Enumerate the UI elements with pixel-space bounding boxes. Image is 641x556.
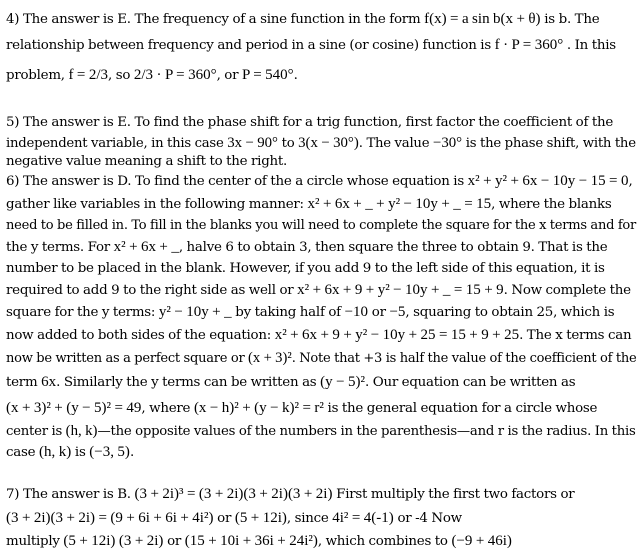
- q6-line-11: [6, 397, 636, 420]
- x-term: 6x: [41, 374, 57, 390]
- q7-text: multiply: [6, 534, 64, 549]
- q5-text: is the phase shift, with the: [462, 136, 636, 151]
- q6-text: . Similarly the y terms can be written as: [56, 375, 321, 390]
- q6-line-13: [6, 441, 636, 464]
- q6-line-9: [6, 347, 637, 370]
- q7-text: or -4 Now: [393, 511, 462, 526]
- q6-line-6: [6, 279, 636, 302]
- q6-text: case: [6, 445, 39, 460]
- q4-line-1: [6, 8, 636, 31]
- q4-text: , or: [216, 68, 242, 83]
- center-hk: (h, k): [39, 444, 72, 460]
- q6-text: ,: [628, 174, 633, 189]
- completed-equation: x² + 6x + 9 + y² − 10y + 25 = 15 + 9 + 25: [274, 327, 520, 343]
- q6-line-3: [6, 215, 636, 237]
- sine-function-form: f(x) = a sin b(x + θ): [424, 11, 541, 27]
- q4-text: relationship between frequency and period in a sine (or cosine) function is: [6, 38, 495, 53]
- q6-line-4: [6, 236, 636, 259]
- q6-text: . Note that +3 is half the value of the coefficient of the: [291, 351, 637, 366]
- second-product-expanded: (15 + 10i + 36i + 24i²): [184, 533, 318, 549]
- center-value: (−3, 5): [89, 444, 130, 460]
- q5-text: . The value: [358, 136, 433, 151]
- q4-text: , so: [108, 68, 134, 83]
- y-terms-expression: y² − 10y + _: [158, 304, 232, 320]
- equation-with-9: x² + 6x + 9 + y² − 10y + _ = 15 + 9: [297, 282, 504, 298]
- center-hk: (h, k): [65, 423, 98, 439]
- q6-text: or: [368, 305, 390, 320]
- q6-text: . The x terms can: [519, 328, 632, 343]
- q4-text: .: [293, 68, 298, 83]
- q6-line-5: [6, 258, 636, 280]
- phase-shift-value: −30°: [432, 135, 463, 151]
- q6-text: term: [6, 375, 42, 390]
- argument-expression: 3x − 90°: [227, 135, 278, 151]
- first-product-result: (5 + 12i): [234, 510, 287, 526]
- q5-line-1: [6, 112, 636, 134]
- q7-text: or: [213, 511, 235, 526]
- q7-text: , since: [286, 511, 333, 526]
- frequency-period-relation: f · P = 360°: [494, 37, 564, 53]
- q6-text: , halve 6 to obtain 3, then square the three to obtain 9. That is the: [178, 240, 608, 255]
- q4-text: is b. The: [540, 12, 600, 27]
- q6-text: . Our equation can be written as: [365, 375, 576, 390]
- q6-text: need to be filled in. To fill in the blanks you will need to complete the square for the x terms and for: [6, 218, 636, 233]
- q5-text: to: [277, 136, 299, 151]
- q6-line-12: [6, 420, 636, 443]
- q5-text: independent variable, in this case: [6, 136, 228, 151]
- q6-text: the y terms. For: [6, 240, 114, 255]
- x-terms-expression: x² + 6x + _: [113, 239, 179, 255]
- q6-text: required to add 9 to the right side as well or: [6, 283, 298, 298]
- q6-text: 6) The answer is D. To find the center of the a circle whose equation is: [6, 174, 468, 189]
- final-result: (−9 + 46i): [451, 533, 512, 549]
- circle-equation: x² + y² + 6x − 10y − 15 = 0: [467, 173, 629, 189]
- period-value: P = 540°: [241, 67, 294, 83]
- q6-text: .: [129, 445, 134, 460]
- second-product: (5 + 12i) (3 + 2i): [63, 533, 164, 549]
- i-squared-identity: 4i² = 4(-1): [332, 510, 394, 526]
- q6-text: center is: [6, 424, 66, 439]
- q5-text: negative value meaning a shift to the right.: [6, 154, 288, 169]
- standard-form-equation: (x + 3)² + (y − 5)² = 49: [6, 400, 142, 416]
- q6-text: is the general equation for a circle whose: [323, 401, 598, 416]
- q6-text: now added to both sides of the equation:: [6, 328, 275, 343]
- q4-line-2: [6, 34, 636, 57]
- frequency-value: f = 2/3: [68, 67, 109, 83]
- q6-line-8: [6, 324, 636, 347]
- q4-text: problem,: [6, 68, 69, 83]
- y-coefficient: −10: [344, 304, 369, 320]
- q6-text: —the opposite values of the numbers in the parenthesis—and r is the radius. In this: [97, 424, 636, 439]
- q4-line-3: [6, 64, 636, 87]
- q6-text: . Now complete the: [503, 283, 631, 298]
- q6-line-7: [6, 301, 636, 324]
- q6-line-1: [6, 170, 636, 193]
- q7-text: , which combines to: [317, 534, 452, 549]
- q4-text: . In this: [563, 38, 616, 53]
- q6-text: number to be placed in the blank. However, if you add 9 to the left side of this equation, it is: [6, 261, 605, 276]
- cube-expansion: (3 + 2i)³ = (3 + 2i)(3 + 2i)(3 + 2i): [134, 486, 333, 502]
- q6-text: is: [71, 445, 90, 460]
- general-circle-equation: (x − h)² + (y − k)² = r²: [193, 400, 324, 416]
- y-perfect-square: (y − 5)²: [320, 374, 365, 390]
- q5-text: 5) The answer is E. To find the phase shift for a trig function, first factor the coefficient of the: [6, 115, 614, 130]
- q6-text: square for the y terms:: [6, 305, 159, 320]
- q6-line-2: [6, 193, 636, 216]
- q6-line-10: [6, 371, 636, 394]
- q7-line-2: [6, 507, 636, 530]
- first-product: (3 + 2i)(3 + 2i) = (9 + 6i + 6i + 4i²): [6, 510, 214, 526]
- q7-line-3: [6, 530, 636, 553]
- q7-text: 7) The answer is B.: [6, 487, 135, 502]
- grouped-equation: x² + 6x + _ + y² − 10y + _ = 15: [307, 196, 492, 212]
- q6-text: , squaring to obtain 25, which is: [405, 305, 615, 320]
- q6-text: gather like variables in the following manner:: [6, 197, 308, 212]
- q6-text: , where the blanks: [491, 197, 612, 212]
- q7-line-1: [6, 483, 636, 506]
- q4-text: 4) The answer is E. The frequency of a sine function in the form: [6, 12, 425, 27]
- q6-text: , where: [141, 401, 194, 416]
- q7-text: First multiply the first two factors or: [332, 487, 575, 502]
- q6-text: now be written as a perfect square or: [6, 351, 249, 366]
- half-coefficient: −5: [389, 304, 406, 320]
- x-perfect-square: (x + 3)²: [248, 350, 292, 366]
- period-equation: 2/3 · P = 360°: [133, 67, 217, 83]
- factored-argument: 3(x − 30°): [298, 135, 359, 151]
- q7-text: or: [163, 534, 185, 549]
- q6-text: by taking half of: [231, 305, 345, 320]
